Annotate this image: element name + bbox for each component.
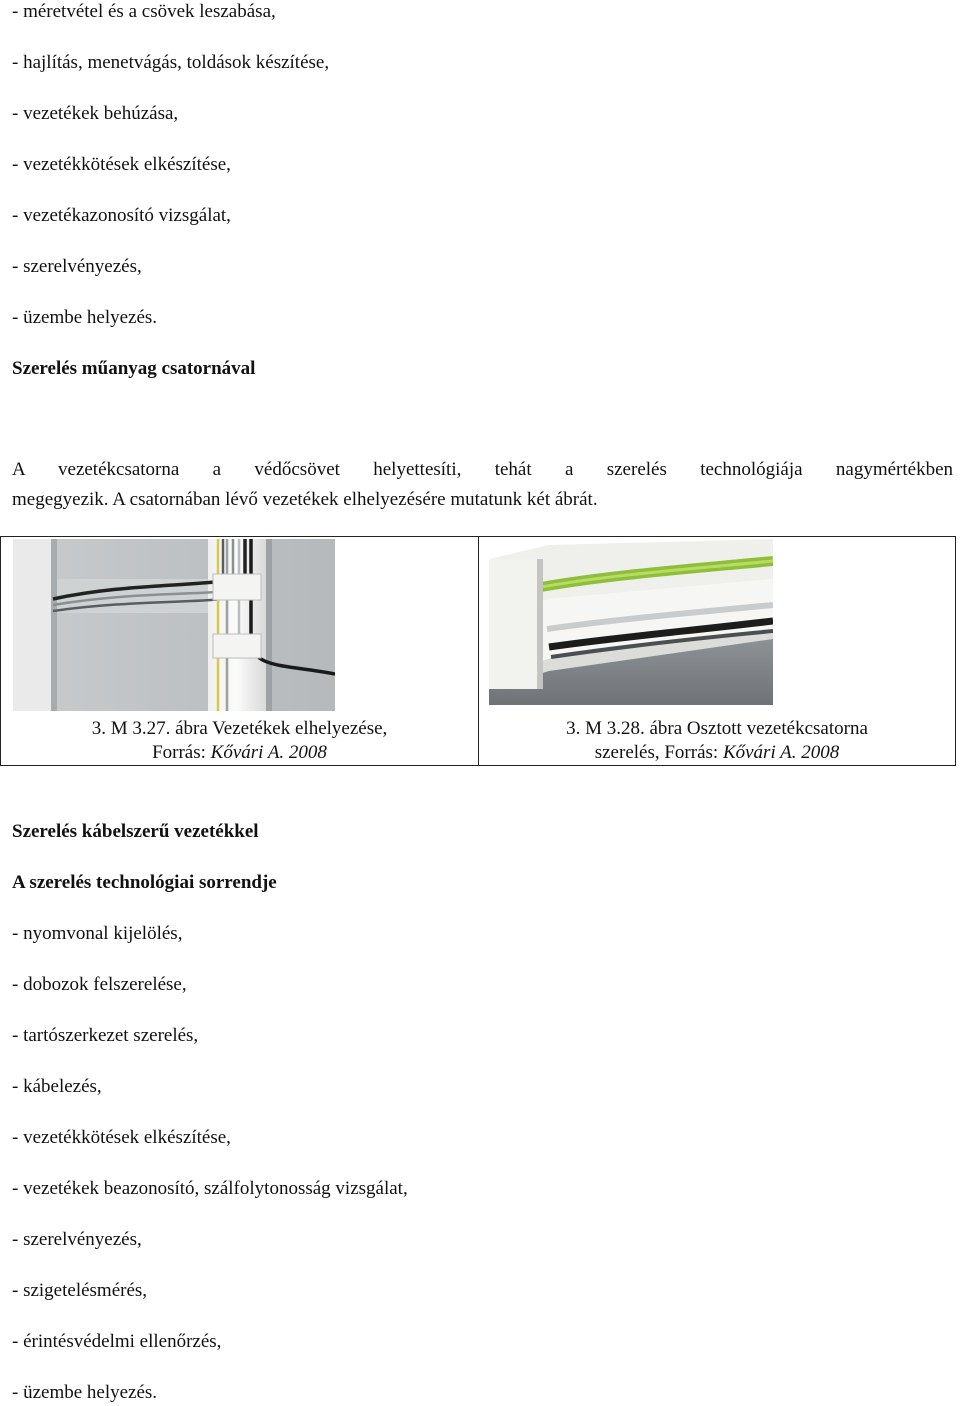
list-item: - vezetékek beazonosító, szálfolytonosság vizsgálat, <box>12 1178 408 1199</box>
split-channel-photo-illustration <box>489 539 773 705</box>
list-item: - vezetékazonosító vizsgálat, <box>12 205 231 226</box>
list-item: - vezetékkötések elkészítése, <box>12 1127 231 1148</box>
list-item: - tartószerkezet szerelés, <box>12 1025 199 1046</box>
list-item: - szerelvényezés, <box>12 1229 142 1250</box>
list-item: - vezetékkötések elkészítése, <box>12 154 231 175</box>
section-heading: Szerelés műanyag csatornával <box>12 358 256 379</box>
caption-source: Kővári A. 2008 <box>210 742 327 763</box>
list-item: - vezetékek behúzása, <box>12 103 179 124</box>
paragraph <box>12 455 953 515</box>
list-item: - nyomvonal kijelölés, <box>12 923 183 944</box>
figure-caption <box>479 717 955 765</box>
list-item: - hajlítás, menetvágás, toldások készítése, <box>12 52 330 73</box>
paragraph-line: A vezetékcsatorna a védőcsövet helyettesíti, tehát a szerelés technológiája nagymértékben <box>12 459 953 480</box>
figure-caption <box>1 717 478 765</box>
list-item: - üzembe helyezés. <box>12 1382 158 1403</box>
section-subheading: A szerelés technológiai sorrendje <box>12 872 277 893</box>
caption-prefix: Forrás: <box>152 742 211 763</box>
section-heading: Szerelés kábelszerű vezetékkel <box>12 821 259 842</box>
caption-prefix: szerelés, Forrás: <box>594 742 723 763</box>
list-item: - méretvétel és a csövek leszabása, <box>12 1 276 22</box>
paragraph-line: megegyezik. A csatornában lévő vezetékek elhelyezésére mutatunk két ábrát. <box>12 489 598 510</box>
list-item: - kábelezés, <box>12 1076 102 1097</box>
list-item: - dobozok felszerelése, <box>12 974 187 995</box>
list-item: - üzembe helyezés. <box>12 307 158 328</box>
list-item: - szerelvényezés, <box>12 256 142 277</box>
figure-cell <box>479 537 955 765</box>
caption-line <box>479 741 955 765</box>
caption-line: 3. M 3.27. ábra Vezetékek elhelyezése, <box>91 718 388 739</box>
caption-line <box>1 741 478 765</box>
caption-line: 3. M 3.28. ábra Osztott vezetékcsatorna <box>566 718 868 739</box>
list-item: - szigetelésmérés, <box>12 1280 148 1301</box>
list-item: - érintésvédelmi ellenőrzés, <box>12 1331 222 1352</box>
figure-cell <box>1 537 479 765</box>
caption-source: Kővári A. 2008 <box>722 742 840 763</box>
figure-table <box>0 536 956 766</box>
wall-channel-photo-illustration <box>13 539 335 711</box>
figure-photo <box>13 539 335 711</box>
figure-photo <box>489 539 773 705</box>
